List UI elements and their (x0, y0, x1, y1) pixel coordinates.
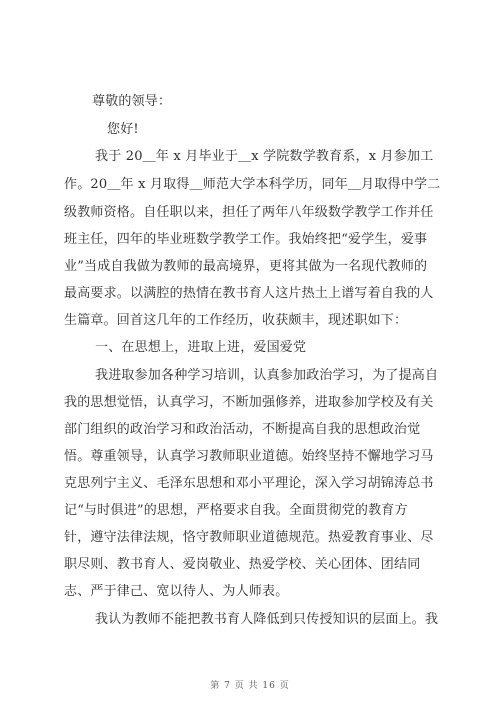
paragraph-line: 我认为教师不能把教书育人降低到只传授知识的层面上。我 (95, 612, 439, 627)
paragraph-line: 班主任，四年的毕业班数学教学工作。我始终把“爱学生，爱事 (64, 232, 428, 247)
salutation: 您好! (107, 122, 139, 137)
paragraph-line: 作。20＿年 x 月取得＿师范大学本科学历，同年＿月取得中学二 (64, 177, 441, 192)
paragraph-line: 我的思想觉悟，认真学习，不断加强修养，进取参加学校及有关 (64, 395, 434, 410)
page-number: 第 7 页 共 16 页 (210, 681, 290, 691)
paragraph-line: 我进取参加各种学习培训，认真参加政治学习，为了提高自 (95, 368, 439, 383)
paragraph-line: 生篇章。回首这几年的工作经历，收获颇丰，现述职如下： (64, 313, 408, 328)
paragraph-line: 我于 20＿年 x 月毕业于＿x 学院数学教育系，x 月参加工 (95, 149, 434, 164)
paragraph-line: 记“与时俱进”的思想，严格要求自我。全面贯彻党的教育方 (64, 503, 408, 518)
paragraph-line: 职尽则、教书育人、爱岗敬业、热爱学校、关心团体、团结同 (64, 557, 421, 572)
paragraph-line: 针，遵守法律法规，恪守教师职业道德规范。热爱教育事业、尽 (64, 530, 434, 545)
section-heading: 一、在思想上，进取上进，爱国爱党 (95, 340, 307, 355)
paragraph-line: 悟。尊重领导，认真学习教师职业道德。始终坚持不懈地学习马 (64, 449, 434, 464)
paragraph-line: 最高要求。以满腔的热情在教书育人这片热土上谱写着自我的人 (64, 286, 434, 301)
paragraph-line: 志、严于律己、宽以待人、为人师表。 (64, 584, 289, 599)
paragraph-line: 部门组织的政治学习和政治活动，不断提高自我的思想政治觉 (64, 422, 421, 437)
paragraph-line: 克思列宁主义、毛泽东思想和邓小平理论，深入学习胡锦涛总书 (64, 476, 434, 491)
greeting: 尊敬的领导： (92, 94, 172, 109)
paragraph-line: 业”当成自我做为教师的最高境界，更将其做为一名现代教师的 (64, 259, 428, 274)
paragraph-line: 级教师资格。自任职以来，担任了两年八年级数学教学工作并任 (64, 205, 434, 220)
